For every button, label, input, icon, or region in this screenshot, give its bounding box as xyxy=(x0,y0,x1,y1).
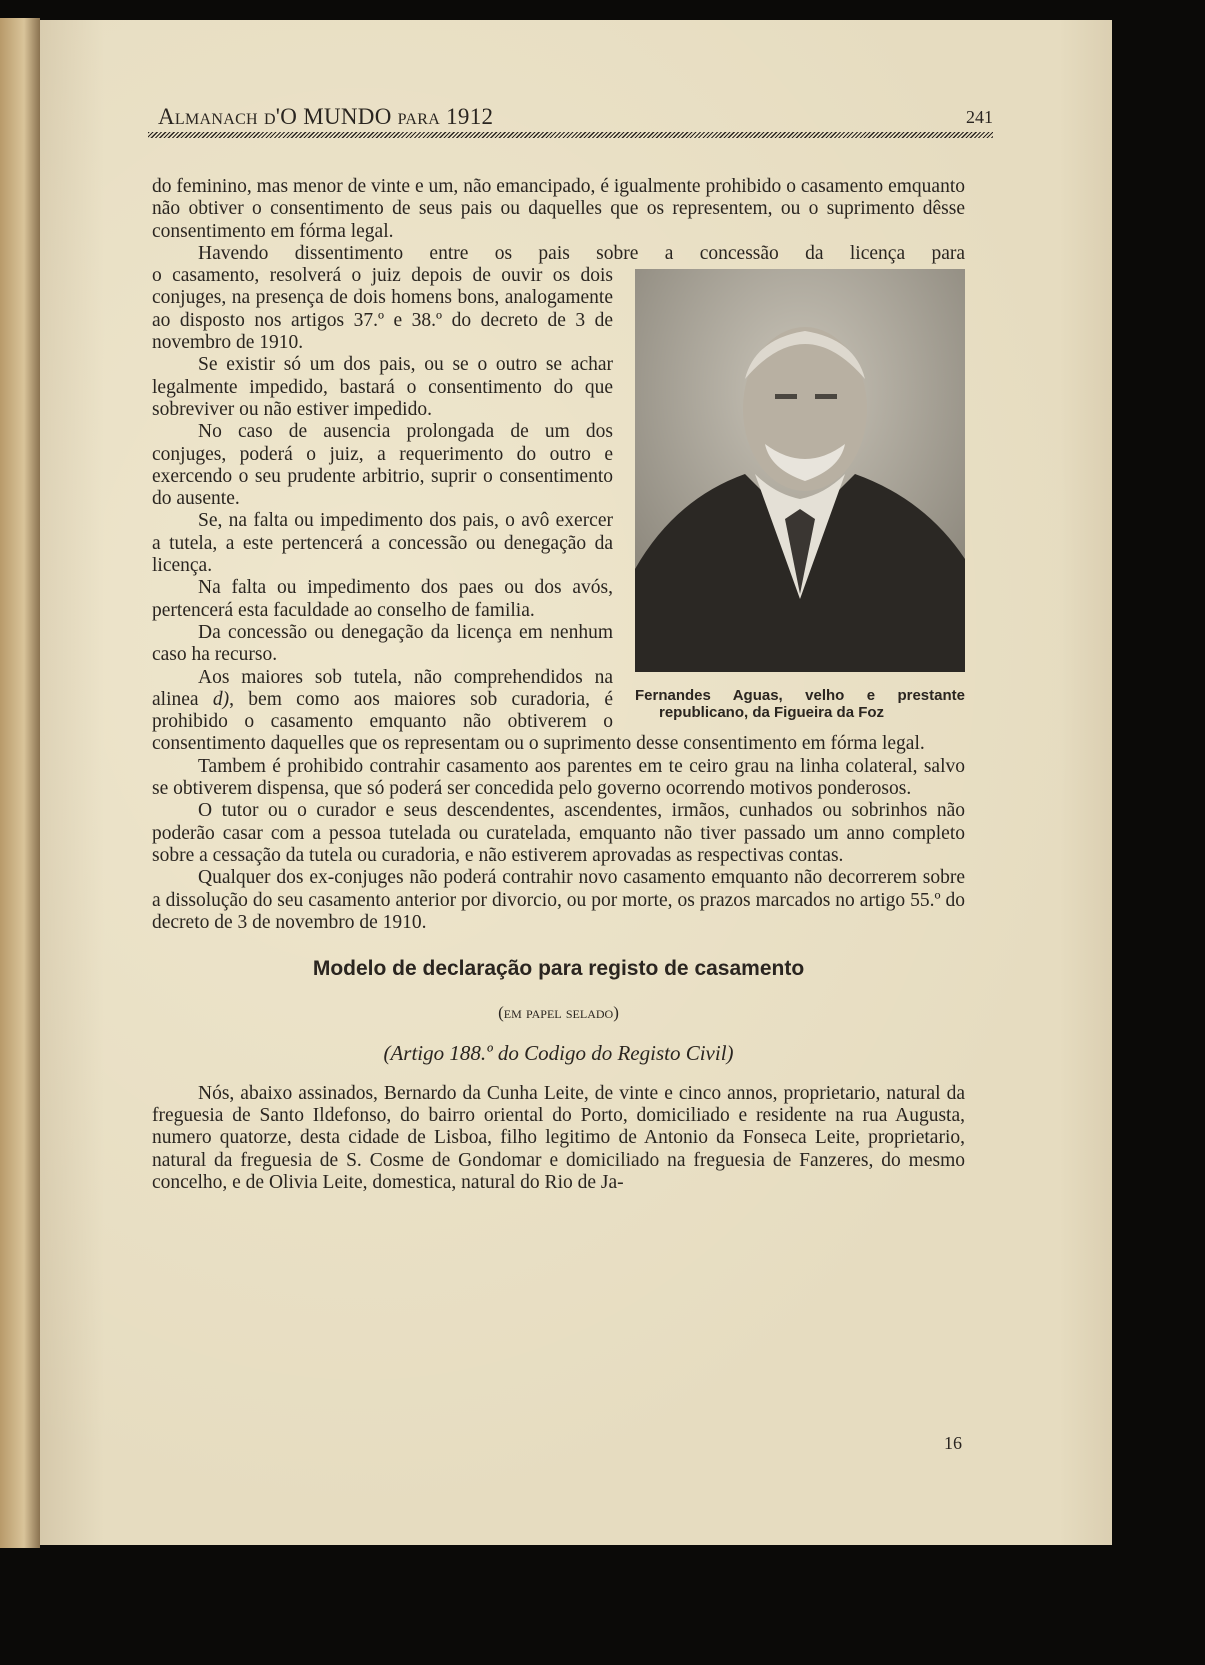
adjacent-page-edge xyxy=(0,18,40,1548)
running-header xyxy=(158,100,993,130)
wavy-rule xyxy=(148,132,993,138)
portrait-photo xyxy=(635,269,965,672)
text: , bem como aos maiores sob curadoria, é prohibido o casamento emquanto não obtiverem o consentimento daquelles que os representam ou o suprimento desse consentimento em fórma legal. xyxy=(152,688,925,755)
paragraph: do feminino, mas menor de vinte e um, não emancipado, é igualmente prohibido o casamento emquanto não obtiver o consentimento de seus pais ou daquelles que os representem, ou o suprimento dêsse consentimento em fórma legal. xyxy=(152,176,965,242)
text: Aos maiores sob tutela, não comprehendidos na alinea xyxy=(152,666,613,710)
paragraph: Da concessão ou denegação da licença em nenhum caso ha recurso. xyxy=(152,621,613,666)
paragraph-first-line: Havendo dissentimento entre os pais sobre a concessão da licença para xyxy=(198,242,965,264)
body-text xyxy=(152,176,965,1194)
portrait-figure xyxy=(635,269,965,721)
page-number: 241 xyxy=(966,107,993,127)
paragraph: o casamento, resolverá o juiz depois de ouvir os dois conjuges, na presença de dois homens bons, analogamente ao disposto nos artigos 37.º e 38.º do decreto de 3 de novembro de 1910. xyxy=(152,265,613,354)
paragraph: Na falta ou impedimento dos paes ou dos avós, pertencerá esta faculdade ao conselho de familia. xyxy=(152,577,613,621)
document-page xyxy=(40,20,1112,1545)
italic-ref: d) xyxy=(212,688,230,710)
paragraph: Se existir só um dos pais, ou se o outro se achar legalmente impedido, bastará o consentimento do que sobreviver ou não estiver impedido. xyxy=(152,354,613,420)
header-title: Almanach d'O MUNDO para 1912 xyxy=(158,104,494,129)
caption-text: Fernandes Aguas, velho e prestante republicano, da Figueira da Foz xyxy=(635,687,965,721)
signature-mark: 16 xyxy=(944,1433,962,1453)
paragraph: Qualquer dos ex-conjuges não poderá contrahir novo casamento emquanto não decorrerem sobre a dissolução do seu casamento anterior por divorcio, ou por morte, os prazos marcados no artigo 55.º do decreto de 3 de novembro de 1910. xyxy=(152,867,965,933)
paragraph: O tutor ou o curador e seus descendentes, ascendentes, irmãos, cunhados ou sobrinhos não poderão casar com a pessoa tutelada ou curatelada, emquanto não tiver passado um anno completo sobre a cessação da tutela ou curadoria, e não estiverem aprovadas as respectivas contas. xyxy=(152,800,965,866)
paragraph: No caso de ausencia prolongada de um dos conjuges, poderá o juiz, a requerimento do outro e exercendo o seu prudente arbitrio, suprir o consentimento do ausente. xyxy=(152,421,613,510)
figure-caption xyxy=(635,688,965,721)
section-subtitle: (em papel selado) xyxy=(498,1003,619,1023)
article-reference: (Artigo 188.º do Codigo do Registo Civil) xyxy=(383,1041,734,1066)
paragraph: Nós, abaixo assinados, Bernardo da Cunha Leite, de vinte e cinco annos, proprietario, natural da freguesia de Santo Ildefonso, do bairro oriental do Porto, domiciliado e residente na rua Augusta, numero quatorze, desta cidade de Lisboa, filho legitimo de Antonio da Fonseca Leite, proprietario, natural da freguesia de S. Cosme de Gondomar e domiciliado na freguesia de Fanzeres, do mesmo concelho, e de Olivia Leite, domestica, natural do Rio de Ja- xyxy=(152,1082,965,1193)
paragraph: Tambem é prohibido contrahir casamento aos parentes em te ceiro grau na linha colateral, salvo se obtiverem dispensa, que só poderá ser concedida pelo governo ocorrendo motivos ponderosos. xyxy=(152,755,965,800)
paragraph: Se, na falta ou impedimento dos pais, o avô exercer a tutela, a este pertencerá a concessão ou denegação da licença. xyxy=(152,510,613,577)
section-title: Modelo de declaração para registo de casamento xyxy=(312,957,805,981)
